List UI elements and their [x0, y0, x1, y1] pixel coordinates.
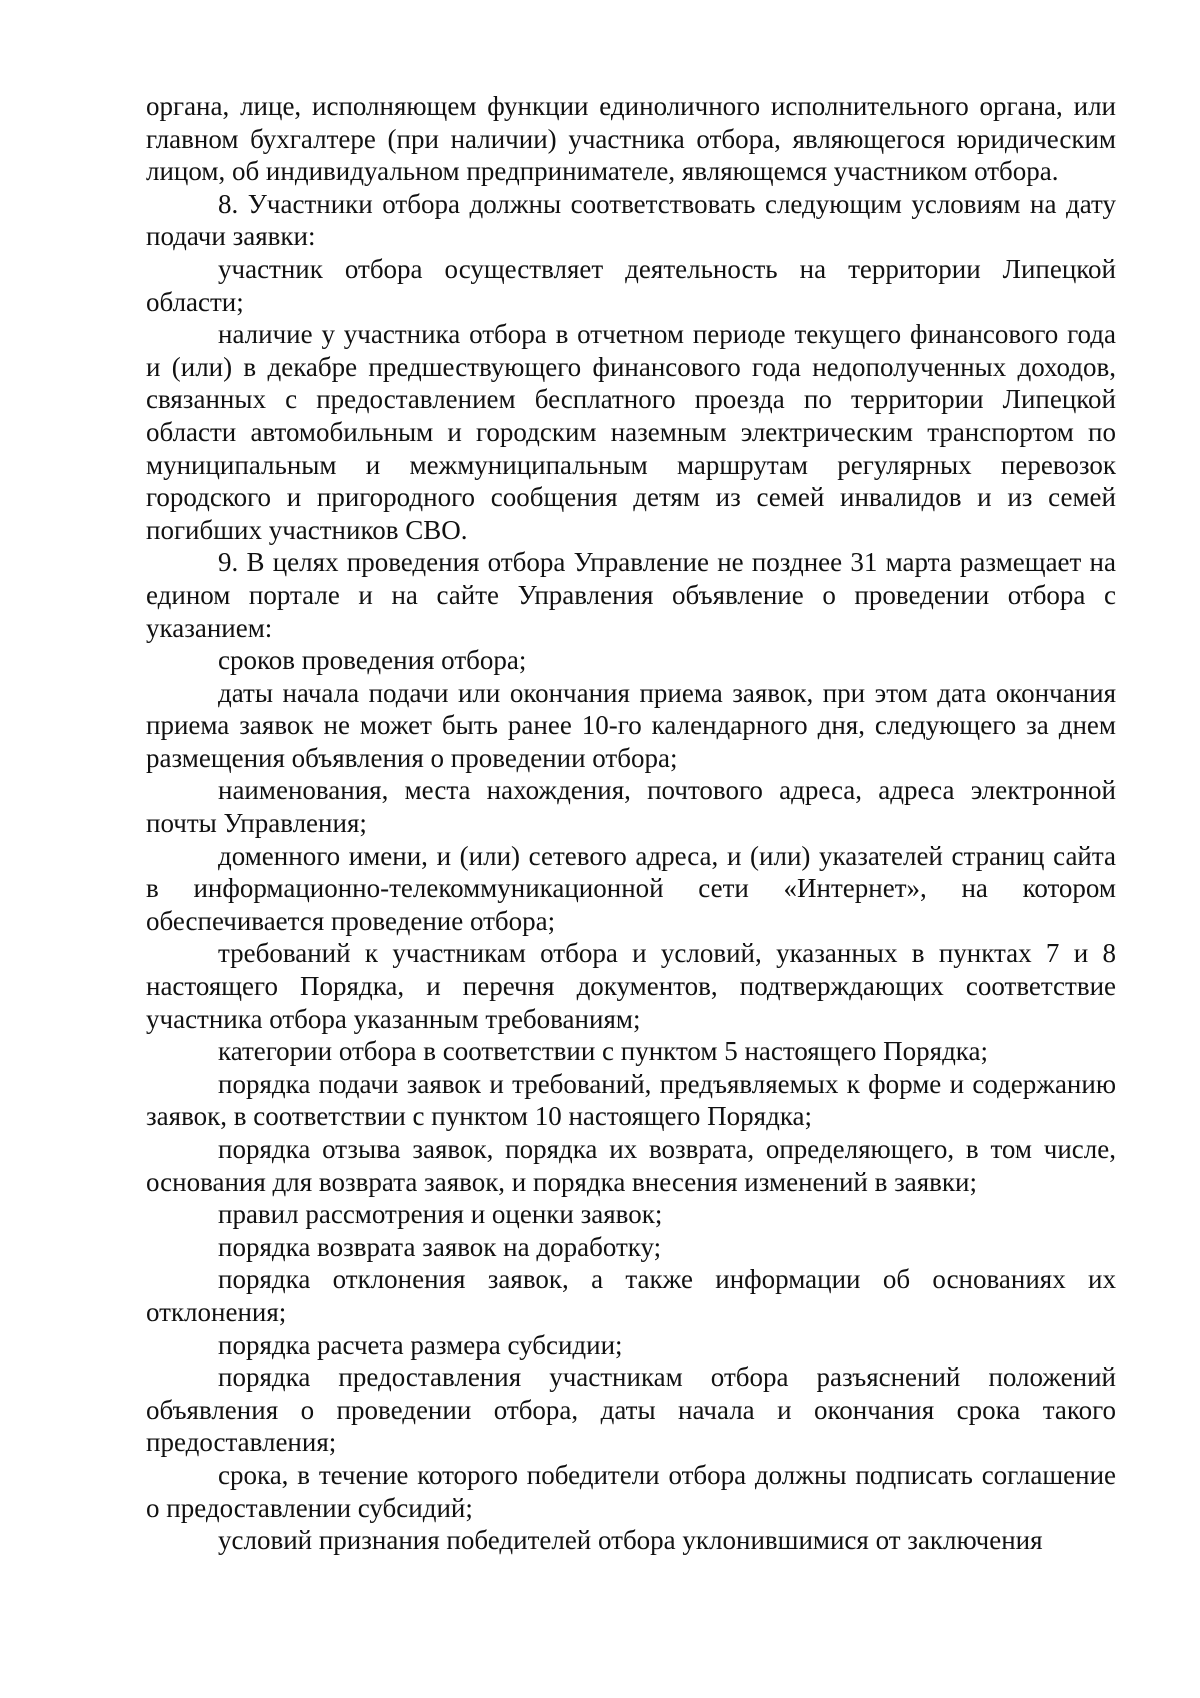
- paragraph-list-item: категории отбора в соответствии с пунктом 5 настоящего Порядка;: [218, 1036, 989, 1067]
- paragraph-list-item: доменного имени, и (или) сетевого адреса, и (или) указателей страниц сайта в информационно-телекоммуникационной сети «Интернет», на котором обеспечивается проведение отбора;: [146, 840, 1116, 936]
- paragraph-list-item: порядка отклонения заявок, а также информации об основаниях их отклонения;: [146, 1264, 1116, 1327]
- paragraph-list-item: порядка подачи заявок и требований, предъявляемых к форме и содержанию заявок, в соответствии с пунктом 10 настоящего Порядка;: [146, 1068, 1116, 1132]
- paragraph-list-item: даты начала подачи или окончания приема заявок, при этом дата окончания приема заявок не может быть ранее 10-го календарного дня, следующего за днем размещения объявления о проведении отбора;: [146, 677, 1116, 773]
- paragraph-list-item: срока, в течение которого победители отбора должны подписать соглашение о предоставлении субсидий;: [146, 1459, 1116, 1523]
- paragraph-condition-territory: участник отбора осуществляет деятельность на территории Липецкой области;: [146, 253, 1116, 317]
- paragraph-list-item: условий признания победителей отбора уклонившимися от заключения: [218, 1525, 1043, 1556]
- paragraph-list-item: правил рассмотрения и оценки заявок;: [218, 1199, 663, 1230]
- paragraph-condition-income: наличие у участника отбора в отчетном периоде текущего финансового года и (или) в декабре предшествующего финансового года недополученных доходов, связанных с предоставлением бесплатного проезда по территории Липецкой области автомобильным и городским наземным электрическим транспортом по муниципальным и межмуниципальным маршрутам регулярных перевозок городского и пригородного сообщения детям из семей инвалидов и из семей погибших участников СВО.: [146, 319, 1116, 545]
- paragraph-item-8: 8. Участники отбора должны соответствовать следующим условиям на дату подачи заявки:: [146, 188, 1116, 252]
- paragraph-list-item: требований к участникам отбора и условий, указанных в пунктах 7 и 8 настоящего Порядка, и перечня документов, подтверждающих соответствие участника отбора указанным требованиям;: [146, 938, 1116, 1034]
- paragraph-list-item: порядка возврата заявок на доработку;: [218, 1231, 662, 1262]
- paragraph-continuation: органа, лице, исполняющем функции единоличного исполнительного органа, или главном бухгалтере (при наличии) участника отбора, являющегося юридическим лицом, об индивидуальном предпринимателе, являющемся участником отбора.: [146, 91, 1116, 187]
- paragraph-list-item: порядка расчета размера субсидии;: [218, 1329, 623, 1360]
- paragraph-list-item: сроков проведения отбора;: [218, 645, 527, 676]
- paragraph-list-item: порядка предоставления участникам отбора разъяснений положений объявления о проведении отбора, даты начала и окончания срока такого предоставления;: [146, 1362, 1116, 1458]
- paragraph-list-item: наименования, места нахождения, почтового адреса, адреса электронной почты Управления;: [146, 775, 1116, 839]
- paragraph-list-item: порядка отзыва заявок, порядка их возврата, определяющего, в том числе, основания для возврата заявок, и порядка внесения изменений в заявки;: [146, 1134, 1116, 1197]
- document-body: [146, 90, 1116, 1557]
- paragraph-item-9: 9. В целях проведения отбора Управление не позднее 31 марта размещает на едином портале и на сайте Управления объявление о проведении отбора с указанием:: [146, 547, 1116, 643]
